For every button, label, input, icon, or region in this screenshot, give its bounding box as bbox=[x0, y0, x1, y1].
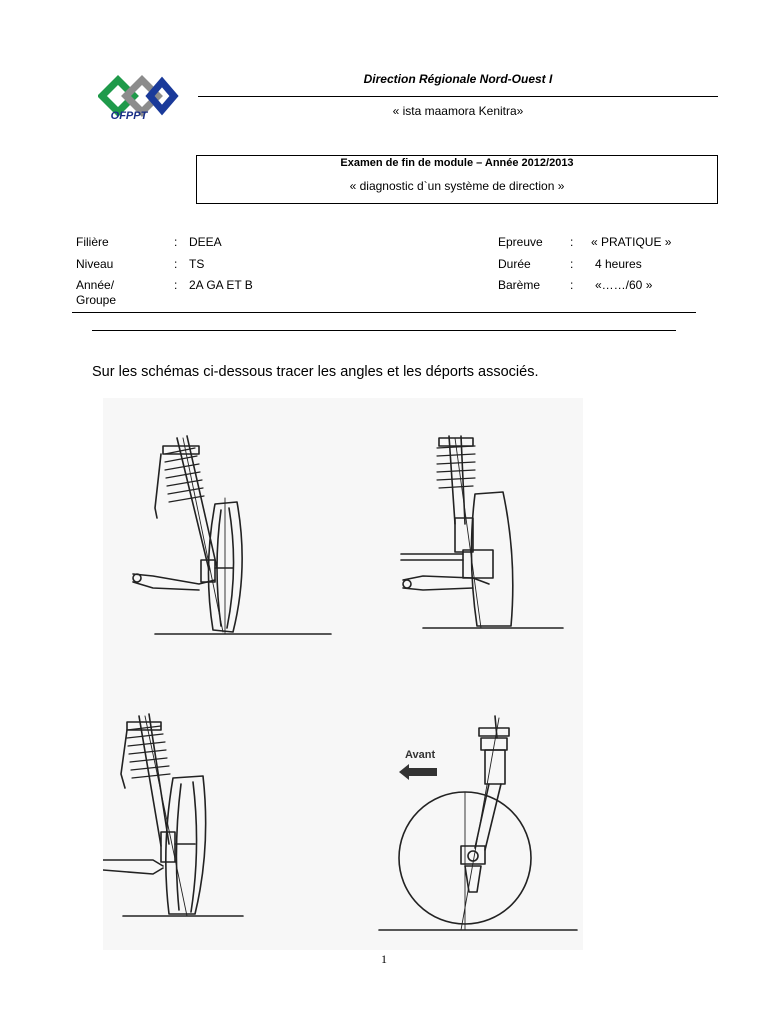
info-sep: : bbox=[570, 235, 574, 249]
info-divider-top bbox=[72, 312, 696, 313]
schematic-bottom-left bbox=[103, 714, 243, 916]
info-value-epreuve: « PRATIQUE » bbox=[591, 235, 672, 249]
avant-label: Avant bbox=[405, 749, 436, 761]
info-sep: : bbox=[570, 278, 574, 292]
info-divider-bottom bbox=[92, 330, 676, 331]
info-value-filiere: DEEA bbox=[189, 235, 222, 249]
header-divider bbox=[198, 96, 718, 97]
info-label-filiere: Filière bbox=[76, 235, 109, 249]
direction-title: Direction Régionale Nord-Ouest I bbox=[363, 72, 553, 86]
schematic-top-right bbox=[401, 436, 563, 628]
info-value-duree: 4 heures bbox=[595, 257, 642, 271]
suspension-schematics-figure bbox=[103, 398, 583, 950]
info-sep: : bbox=[174, 257, 178, 271]
institution-name: « ista maamora Kenitra» bbox=[392, 104, 524, 118]
info-value-bareme: «……/60 » bbox=[595, 278, 653, 292]
info-label-annee-groupe: Année/ Groupe bbox=[76, 278, 117, 307]
logo-text: OFPPT bbox=[110, 110, 148, 122]
info-sep: : bbox=[174, 235, 178, 249]
schematic-top-left bbox=[133, 436, 331, 634]
exam-title: Examen de fin de module – Année 2012/2013 bbox=[340, 157, 574, 169]
info-label-niveau: Niveau bbox=[76, 257, 114, 271]
info-value-niveau: TS bbox=[189, 257, 205, 271]
instruction-text: Sur les schémas ci-dessous tracer les angles et les déports associés. bbox=[92, 364, 539, 380]
info-value-annee-groupe: 2A GA ET B bbox=[189, 278, 253, 292]
exam-subtitle: « diagnostic d`un système de direction » bbox=[349, 179, 565, 193]
info-sep: : bbox=[174, 278, 178, 292]
avant-arrow-icon bbox=[399, 764, 437, 780]
info-label-duree: Durée bbox=[498, 257, 531, 271]
info-sep: : bbox=[570, 257, 574, 271]
page-number: 1 bbox=[381, 952, 387, 966]
info-label-bareme: Barème bbox=[498, 278, 541, 292]
info-label-epreuve: Epreuve bbox=[498, 235, 543, 249]
